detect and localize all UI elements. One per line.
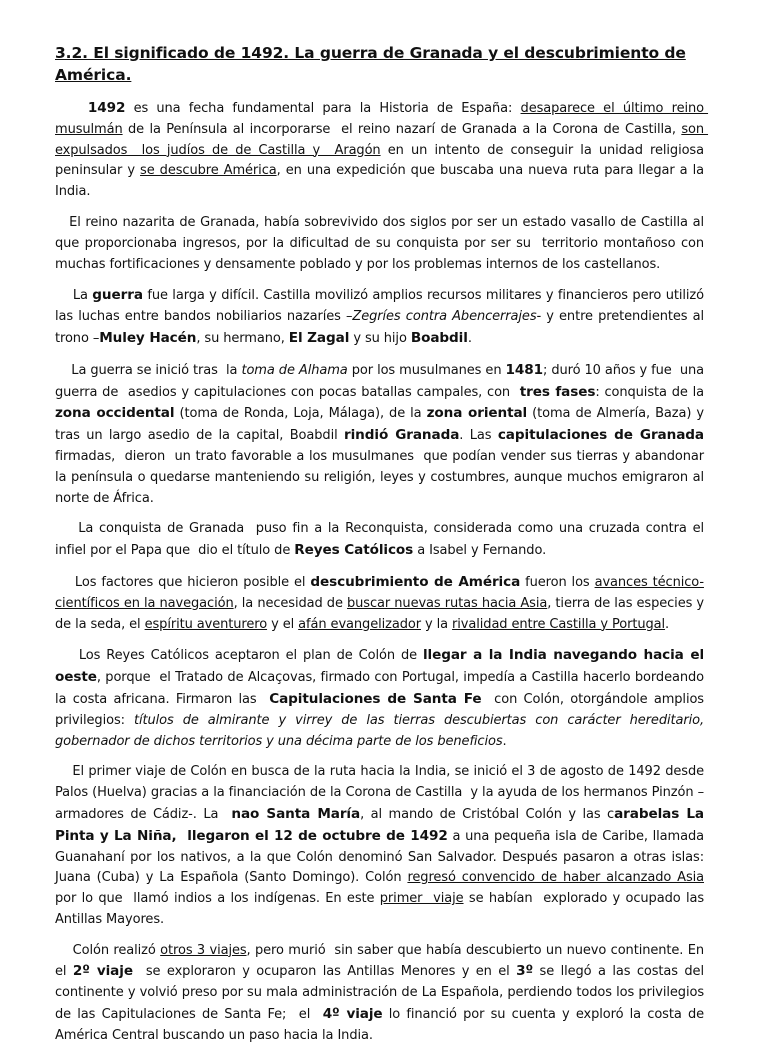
underlined-phrase: se descubre América xyxy=(140,163,277,179)
paragraph-reconquista-end: La conquista de Granada puso fin a la Reconquista, considerada como una cruzada contra el infiel por el Papa que dio el título de Reyes Católicos a Isabel y Fernando. xyxy=(55,521,709,559)
paragraph-1492-significance: 1492 es una fecha fundamental para la Historia de España: desaparece el último reino musulmán de la Península al incorporarse el reino nazarí de Granada a la Corona de Castilla, son expulsados los judíos de de Castilla y Aragón en un intento de conseguir la unidad religiosa peninsular y se descubre América, en una expedición que buscaba una nueva ruta para llegar a la India. xyxy=(55,100,713,200)
paragraph-war: La guerra fue larga y difícil. Castilla movilizó amplios recursos militares y financieros pero utilizó las luchas entre bandos nobiliarios nazaríes –Zegríes contra Abencerrajes- y entre pretendientes al trono –Muley Hacén, su hermano, El Zagal y su hijo Boabdil. xyxy=(55,287,709,346)
section-title: 3.2. El significado de 1492. La guerra de Granada y el descubrimiento de América. xyxy=(55,44,686,84)
paragraph-other-voyages: Colón realizó otros 3 viajes, pero murió sin saber que había descubierto un nuevo continente. En el 2º viaje se exploraron y ocuparon las Antillas Menores y en el 3º se llegó a las costas del continente y volvió preso por su mala administración de La Española, perdiendo todos los privilegios de las Capitulaciones de Santa Fe; el 4º viaje lo financió por su cuenta y exploró la costa de América Central buscando un paso hacia la India. xyxy=(55,942,709,1043)
paragraph-first-voyage: El primer viaje de Colón en busca de la ruta hacia la India, se inició el 3 de agosto de 1492 desde Palos (Huelva) gracias a la financiación de la Corona de Castilla y la ayuda de los hermanos Pinzón –armadores de Cádiz-. La nao Santa María, al mando de Cristóbal Colón y las carabelas La Pinta y La Niña, llegaron el 12 de octubre de 1492 a una pequeña isla de Caribe, llamada Guanahaní por los nativos, a la que Colón denominó San Salvador. Después pasaron a otras islas: Juana (Cuba) y La Española (Santo Domingo). Colón regresó convencido de haber alcanzado Asia por lo que llamó indios a los indígenas. En este primer viaje se habían explorado y ocupado las Antillas Mayores. xyxy=(55,764,709,927)
underlined-phrase: desaparece el último reino musulmán xyxy=(55,101,709,137)
paragraph-discovery-factors: Los factores que hicieron posible el descubrimiento de América fueron los avances técnico-científicos en la navegación, la necesidad de buscar nuevas rutas hacia Asia, tierra de las especies y de la seda, el espíritu aventurero y el afán evangelizador y la rivalidad entre Castilla y Portugal. xyxy=(55,573,709,632)
paragraph-columbus-plan: Los Reyes Católicos aceptaron el plan de Colón de llegar a la India navegando hacia el oeste, porque el Tratado de Alcaçovas, firmado con Portugal, impedía a Castilla hacerlo bordeando la costa africana. Firmaron las Capitulaciones de Santa Fe con Colón, otorgándole amplios privilegios: títulos de almirante y virrey de las tierras descubiertas con carácter hereditario, gobernador de dichos territorios y una décima parte de los beneficios. xyxy=(55,647,709,749)
year-1492: 1492 xyxy=(87,100,126,116)
paragraph-nazari-kingdom: El reino nazarita de Granada, había sobrevivido dos siglos por ser un estado vasallo de Castilla al que proporcionaba ingresos, por la dificultad de su conquista por ser su territorio montañoso con muchas fortificaciones y densamente poblado y por los problemas internos de los castellanos. xyxy=(55,214,709,272)
underlined-phrase: son expulsados los judíos de de Castilla y Aragón xyxy=(55,121,709,158)
paragraph-war-phases: La guerra se inició tras la toma de Alhama por los musulmanes en 1481; duró 10 años y fue una guerra de asedios y capitulaciones con pocas batallas campales, con tres fases: conquista de la zona occidental (toma de Ronda, Loja, Málaga), de la zona oriental (toma de Almería, Baza) y tras un largo asedio de la capital, Boabdil rindió Granada. Las capitulaciones de Granada firmadas, dieron un trato favorable a los musulmanes que podían vender sus tierras y abandonar la península o quedarse manteniendo su religión, leyes y costumbres, aunque muchos emigraron al norte de África. xyxy=(55,361,713,506)
